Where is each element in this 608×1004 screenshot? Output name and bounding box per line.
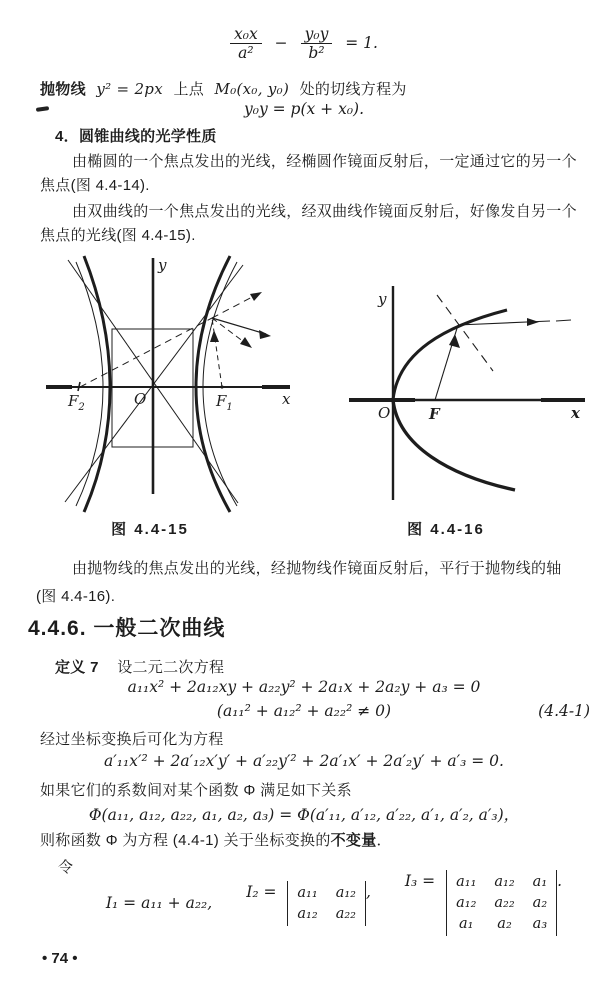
focus-f2-tick: [78, 382, 80, 391]
fraction-numerator: x₀x: [230, 26, 262, 44]
figure-hyperbola-reflection: [38, 252, 338, 514]
hyperbola-right-branch: [196, 256, 230, 512]
paragraph-line: 如果它们的系数间对某个函数 Φ 满足如下关系: [40, 782, 352, 799]
equation-constraint: (a₁₁² + a₁₂² + a₂₂² ≠ 0): [216, 702, 392, 720]
matrix-cell: a₁₂: [335, 884, 356, 901]
figure-caption: 图 4.4-16: [407, 521, 485, 538]
arrowhead: [259, 330, 271, 339]
parabola-lower-branch: [393, 400, 515, 490]
equation-general-quadratic: a₁₁x² + 2a₁₂xy + a₂₂y² + 2a₁x + 2a₂y + a₃ = 0: [127, 678, 481, 696]
matrix-cell: a₁₂: [494, 874, 515, 890]
fraction-left: [230, 26, 262, 62]
inline-equation: y² = 2px: [96, 80, 163, 98]
section-heading: 4.4.6. 一般二次曲线: [28, 617, 226, 640]
invariant-i1: I₁ = a₁₁ + a₂₂,: [105, 894, 213, 912]
reflected-ray-tail: [556, 320, 571, 321]
arrowhead: [250, 292, 262, 301]
ray-from-f1-dashed: [212, 318, 222, 387]
matrix-cell: a₃: [532, 916, 548, 932]
separator: ,: [365, 882, 371, 901]
arrowhead: [210, 330, 219, 342]
paragraph-line: 焦点(图 4.4-14).: [40, 177, 150, 194]
fraction-denominator: a²: [238, 44, 254, 63]
paragraph-line: 由双曲线的一个焦点发出的光线，经双曲线作镜面反射后，好像发自另一个: [72, 203, 577, 220]
invariants-equations: [60, 868, 608, 938]
optics-heading: 4．圆锥曲线的光学性质: [55, 128, 217, 145]
reflected-ray: [212, 318, 266, 334]
i3-lhs: I₃ =: [404, 872, 436, 890]
let-word: 令: [58, 859, 74, 876]
term-invariant: 不变量: [330, 832, 377, 849]
hyperbola-right-branch-outline: [203, 262, 237, 506]
invariant-i2: [246, 881, 371, 926]
minus-sign: −: [274, 33, 288, 52]
fraction-denominator: b²: [308, 44, 325, 63]
origin-label: O: [134, 390, 147, 408]
axis-label-y: y: [378, 290, 387, 308]
text-run: 处的切线方程为: [299, 81, 407, 98]
equation-number: (4.4-1): [538, 702, 590, 720]
paragraph-line: 由椭圆的一个焦点发出的光线，经椭圆作镜面反射后，一定通过它的另一个: [72, 153, 577, 170]
fraction-numerator: y₀y: [301, 26, 333, 44]
origin-label: O: [378, 404, 391, 422]
text-run: ．: [376, 832, 392, 849]
fraction-right: [301, 26, 333, 62]
page-number: • 74 •: [42, 950, 78, 967]
paragraph-line: 经过坐标变换后可化为方程: [40, 731, 224, 748]
arrowhead: [240, 337, 252, 348]
matrix-cell: a₁: [532, 874, 548, 890]
axis-label-y: y: [158, 256, 167, 274]
invariant-definition-line: [40, 829, 392, 850]
ray-from-f2-dashed: [80, 318, 212, 387]
i2-lhs: I₂ =: [246, 882, 277, 901]
equation-phi-invariance: Φ(a₁₁, a₁₂, a₂₂, a₁, a₂, a₃) = Φ(a′₁₁, a′₁₂, a′₂₂, a′₁, a′₂, a′₃)，: [88, 806, 520, 824]
paragraph-line: 焦点的光线(图 4.4-15).: [40, 227, 196, 244]
matrix-cell: a₁: [459, 916, 474, 932]
arrowhead: [449, 334, 460, 348]
determinant-3x3: [446, 870, 557, 936]
equation-hyperbola-tangent: [0, 26, 608, 62]
matrix-cell: a₁₁: [456, 874, 477, 890]
matrix-cell: a₁₂: [456, 895, 477, 911]
matrix-cell: a₂₂: [494, 895, 515, 911]
equation-transformed: a′₁₁x′² + 2a′₁₂x′y′ + a′₂₂y′² + 2a′₁x′ + 2a′₂y′ + a′₃ = 0.: [104, 752, 504, 770]
figure-caption: 图 4.4-15: [111, 521, 189, 538]
separator: .: [557, 872, 563, 890]
matrix-cell: a₂₂: [335, 905, 356, 922]
term-parabola: 抛物线: [40, 81, 86, 98]
equation-parabola-tangent: y₀y = p(x + x₀).: [243, 100, 365, 118]
invariant-i3: [405, 870, 562, 936]
matrix-cell: a₁₂: [297, 905, 318, 922]
focus-label: F: [429, 405, 440, 423]
paragraph-line: (图 4.4-16).: [36, 588, 116, 605]
figure-parabola-reflection: [345, 278, 595, 508]
arrowhead: [527, 318, 539, 326]
matrix-cell: a₁₁: [297, 884, 318, 901]
matrix-cell: a₂: [497, 916, 512, 932]
focus-label-f2: $F_2$: [68, 392, 85, 413]
text-run: 则称函数 Φ 为方程 (4.4-1) 关于坐标变换的: [40, 832, 331, 849]
paragraph-line: 由抛物线的焦点发出的光线，经抛物线作镜面反射后，平行于抛物线的轴: [72, 560, 562, 577]
parabola-tangent-paragraph: [40, 78, 407, 99]
text-run: 上点: [173, 81, 205, 98]
determinant-2x2: [287, 881, 366, 926]
matrix-cell: a₂: [532, 895, 548, 911]
inline-point: M₀(x₀, y₀): [214, 80, 290, 98]
axis-label-x: x: [282, 390, 291, 408]
definition-line: [55, 656, 224, 677]
focus-label-f1: $F_1$: [216, 392, 233, 413]
definition-text: 设二元二次方程: [117, 659, 225, 676]
definition-label: 定义 7: [55, 659, 99, 676]
equals-one: = 1.: [345, 33, 378, 52]
axis-label-x: x: [571, 404, 580, 422]
